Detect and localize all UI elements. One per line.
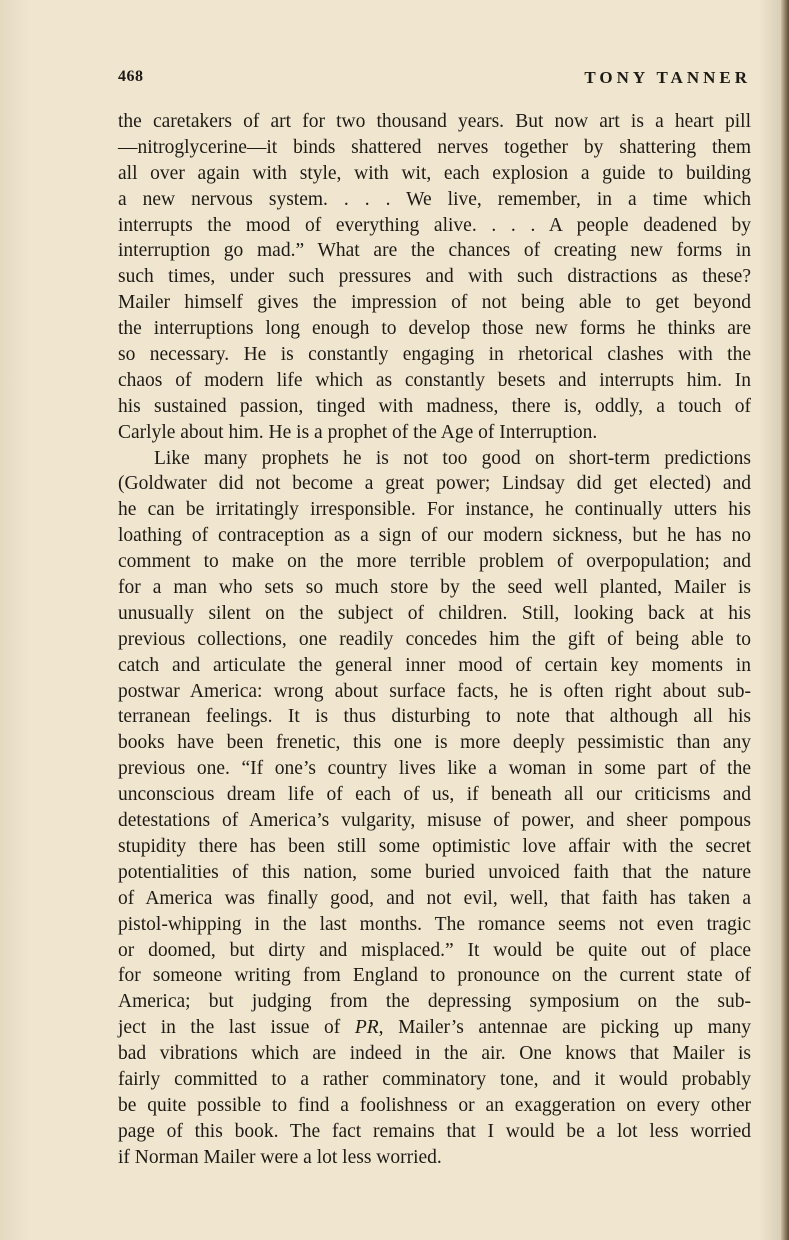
text-line: previous one. “If one’s country lives like a woman in some part of the [118,758,751,780]
body-text [118,109,751,1171]
running-head [118,68,751,88]
text-line: bad vibrations which are indeed in the air. One knows that Mailer is [118,1043,751,1065]
text-line: previous collections, one readily concedes him the gift of being able to [118,628,751,650]
text-line: unconscious dream life of each of us, if beneath all our criticisms and [118,784,751,806]
text-line: of America was finally good, and not evil, well, that faith has taken a [118,887,751,909]
text-line: loathing of contraception as a sign of our modern sickness, but he has no [118,525,751,547]
text-line: Like many prophets he is not too good on short-term predictions [154,447,751,469]
journal-title: PR [354,1017,379,1039]
text-line: if Norman Mailer were a lot less worried. [118,1146,442,1168]
text-line: Carlyle about him. He is a prophet of the Age of Interruption. [118,421,598,443]
text-line: detestations of America’s vulgarity, misuse of power, and sheer pompous [118,810,751,832]
text-line: unusually silent on the subject of children. Still, looking back at his [118,602,751,624]
text-line: potentialities of this nation, some buried unvoiced faith that the nature [118,861,751,883]
text-line: be quite possible to find a foolishness or an exaggeration on every other [118,1094,751,1116]
text-line: (Goldwater did not become a great power; Lindsay did get elected) and [118,473,751,495]
text-line: the interruptions long enough to develop those new forms he thinks are [118,318,751,340]
text-line: catch and articulate the general inner mood of certain key moments in [118,654,751,676]
text-line: all over again with style, with wit, each explosion a guide to building [118,162,751,184]
text-line: stupidity there has been still some optimistic love affair with the secret [118,835,751,857]
text-line: fairly committed to a rather comminatory tone, and it would probably [118,1068,751,1090]
text-line: interrupts the mood of everything alive. . . . A people deadened by [118,214,751,236]
text-line: interruption go mad.” What are the chances of creating new forms in [118,240,751,262]
text-line: —nitroglycerine—it binds shattered nerves together by shattering them [118,136,751,158]
text-line: terranean feelings. It is thus disturbing to note that although all his [118,706,751,728]
text-line: for someone writing from England to pronounce on the current state of [118,965,751,987]
text-line: Mailer himself gives the impression of not being able to get beyond [118,292,751,314]
text-line: postwar America: wrong about surface facts, he is often right about sub- [118,680,751,702]
text-line: ject in the last issue of PR, Mailer’s antennae are picking up many [118,1017,751,1039]
text-line: pistol-whipping in the last months. The romance seems not even tragic [118,913,751,935]
text-line: his sustained passion, tinged with madness, there is, oddly, a touch of [118,395,751,417]
text-line: chaos of modern life which as constantly besets and interrupts him. In [118,369,751,391]
page-edge-shadow [781,0,789,1240]
running-title: TONY TANNER [584,68,751,87]
page-number: 468 [118,68,144,85]
text-line: so necessary. He is constantly engaging in rhetorical clashes with the [118,344,751,366]
text-line: such times, under such pressures and with such distractions as these? [118,266,751,288]
text-line: books have been frenetic, this one is more deeply pessimistic than any [118,732,751,754]
text-line: or doomed, but dirty and misplaced.” It would be quite out of place [118,939,751,961]
text-line: page of this book. The fact remains that I would be a lot less worried [118,1120,751,1142]
text-line: for a man who sets so much store by the seed well planted, Mailer is [118,577,751,599]
text-line: the caretakers of art for two thousand years. But now art is a heart pill [118,111,751,132]
text-line: comment to make on the more terrible problem of overpopulation; and [118,551,751,573]
text-line: he can be irritatingly irresponsible. For instance, he continually utters his [118,499,751,521]
text-line: America; but judging from the depressing symposium on the sub- [118,991,751,1013]
text-line: a new nervous system. . . . We live, remember, in a time which [118,188,751,210]
